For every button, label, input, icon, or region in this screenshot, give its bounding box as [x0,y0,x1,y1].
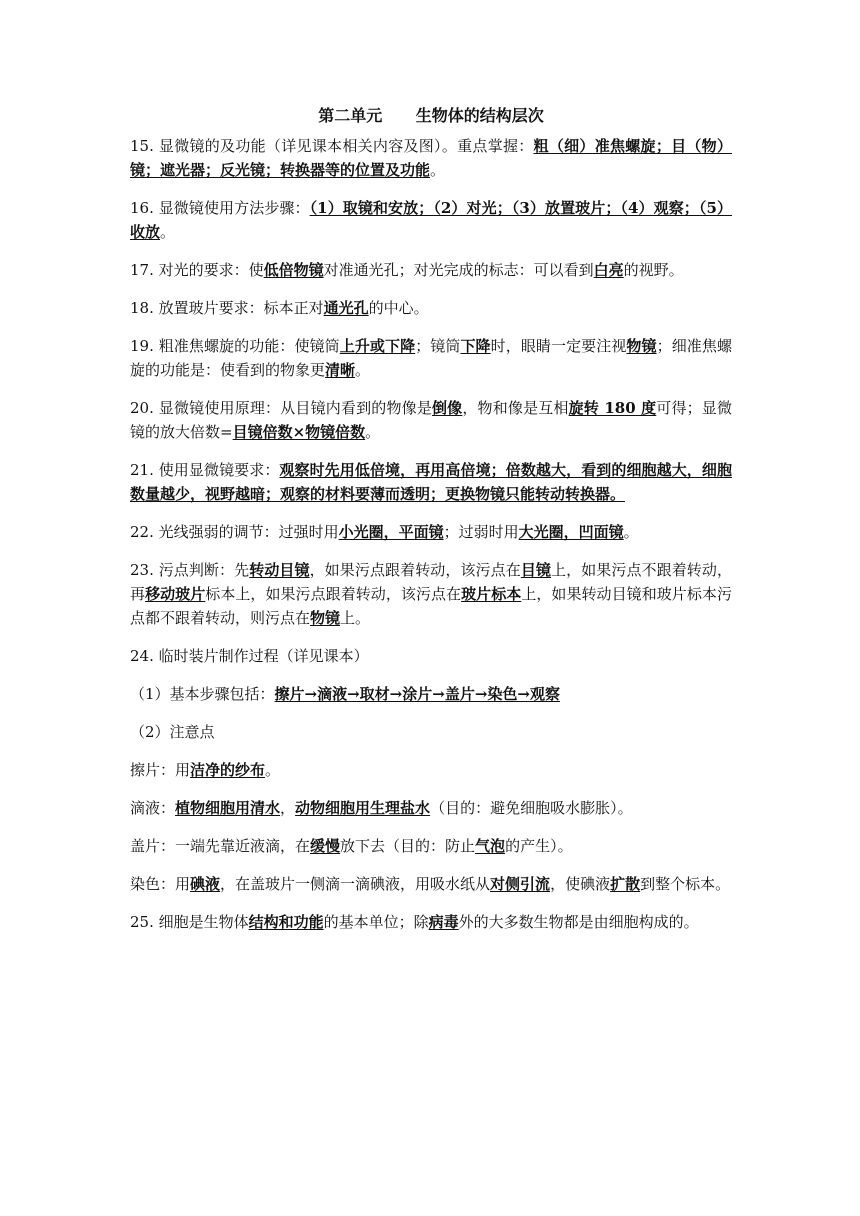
text-run: ， [280,799,296,817]
text-run: ；细准焦螺旋的功能是：使看到的物象更 [130,337,732,379]
text-run: 22. 光线强弱的调节：过强时用 [130,523,339,541]
key-term: 移动玻片 [145,585,206,603]
paragraph [130,796,732,820]
key-term: 扩散 [610,875,641,893]
text-run: ，如果污点跟着转动，该污点在 [309,561,521,579]
paragraph [130,296,732,320]
text-run: 15. 显微镜的及功能（详见课本相关内容及图）。重点掌握： [130,137,534,155]
text-run: 滴液： [130,799,176,817]
key-term: 擦片→滴液→取材→涂片→盖片→染色→观察 [274,685,560,703]
text-run: 对准通光孔；对光完成的标志：可以看到 [323,261,594,279]
text-run: 20. 显微镜使用原理：从目镜内看到的物像是 [130,399,432,417]
key-term: 目镜倍数×物镜倍数 [232,423,366,441]
key-term: 观察时先用低倍境，再用高倍境；倍数越大，看到的细胞越大，细胞数量越少，视野越暗；观察的材料要薄而透明；更换物镜只能转动转换器。 [130,461,732,503]
key-term: 下降 [460,337,491,355]
key-term: 植物细胞用清水 [175,799,281,817]
key-term: （1）取镜和安放；（2）对光；（3）放置玻片；（4）观察；（5）收放 [130,199,732,241]
paragraph [130,834,732,858]
paragraph [130,458,732,506]
paragraph [130,396,732,444]
text-run: 放下去（目的：防止 [340,837,476,855]
key-term: 缓慢 [310,837,341,855]
text-run: 可得；显微镜的放大倍数= [130,399,732,441]
text-run: 21. 使用显微镜要求： [130,461,280,479]
unit-title: 第二单元 生物体的结构层次 [318,106,544,125]
key-term: 白亮 [593,261,624,279]
text-run: ，物和像是互相 [462,399,569,417]
key-term: 结构和功能 [248,913,324,931]
text-run: 上。 [340,609,371,627]
text-run: 。 [365,423,381,441]
text-run: 时，眼睛一定要注视 [490,337,627,355]
key-term: 碘液 [190,875,221,893]
key-term: 旋转 180 度 [568,399,657,417]
text-run: 。 [430,161,446,179]
key-term: 大光圈，凹面镜 [518,523,624,541]
text-run: 盖片：一端先靠近液滴，在 [130,837,311,855]
text-run: 。 [160,223,176,241]
text-run: 的基本单位；除 [323,913,429,931]
text-run: （1）基本步骤包括： [130,685,275,703]
key-term: 小光圈，平面镜 [338,523,444,541]
text-run: 24. 临时装片制作过程（详见课本） [130,647,369,665]
text-run: （目的：避免细胞吸水膨胀）。 [430,799,633,817]
paragraph [130,682,732,706]
key-term: 物镜 [626,337,657,355]
key-term: 低倍物镜 [263,261,324,279]
paragraph [130,758,732,782]
paragraph [130,558,732,630]
text-run: 19. 粗准焦螺旋的功能：使镜筒 [130,337,340,355]
paragraph [130,334,732,382]
paragraph [130,644,732,668]
key-term: 洁净的纱布 [190,761,266,779]
paragraph [130,910,732,934]
key-term: 上升或下降 [339,337,416,355]
text-run: 上，如果污点不跟着转动，再 [130,561,732,603]
paragraph [130,258,732,282]
paragraph [130,520,732,544]
key-term: 粗（细）准焦螺旋；目（物）镜；遮光器；反光镜；转换器等的位置及功能 [130,137,732,179]
text-run: 23. 污点判断：先 [130,561,250,579]
text-run: 18. 放置玻片要求：标本正对 [130,299,324,317]
document-body [130,134,732,934]
key-term: 玻片标本 [461,585,522,603]
text-run: 擦片：用 [130,761,191,779]
paragraph [130,720,732,744]
text-run: 的产生）。 [505,837,573,855]
text-run: （2）注意点 [130,723,215,741]
key-term: 倒像 [432,399,463,417]
text-run: 的视野。 [623,261,684,279]
key-term: 动物细胞用生理盐水 [295,799,431,817]
text-run: 。 [265,761,281,779]
text-run: 。 [623,523,639,541]
paragraph [130,134,732,182]
paragraph [130,196,732,244]
key-term: 清晰 [325,361,356,379]
text-run: 标本上，如果污点跟着转动，该污点在 [205,585,462,603]
text-run: ；镜筒 [415,337,461,355]
text-run: 的中心。 [368,299,429,317]
key-term: 转动目镜 [249,561,310,579]
text-run: 上，如果转动目镜和玻片标本污点都不跟着转动，则污点在 [130,585,732,627]
text-run: 染色：用 [130,875,191,893]
key-term: 通光孔 [323,299,369,317]
text-run: 25. 细胞是生物体 [130,913,249,931]
key-term: 气泡 [475,837,506,855]
paragraph [130,872,732,896]
text-run: ，在盖玻片一侧滴一滴碘液，用吸水纸从 [220,875,491,893]
key-term: 病毒 [428,913,459,931]
text-run: 外的大多数生物都是由细胞构成的。 [458,913,699,931]
text-run: 16. 显微镜使用方法步骤： [130,199,310,217]
key-term: 物镜 [310,609,341,627]
key-term: 目镜 [520,561,552,579]
text-run: 到整个标本。 [640,875,731,893]
text-run: ，使碘液 [550,875,611,893]
key-term: 对侧引流 [490,875,551,893]
document-page [130,104,732,948]
text-run: ；过弱时用 [443,523,519,541]
text-run: 17. 对光的要求：使 [130,261,264,279]
text-run: 。 [355,361,371,379]
